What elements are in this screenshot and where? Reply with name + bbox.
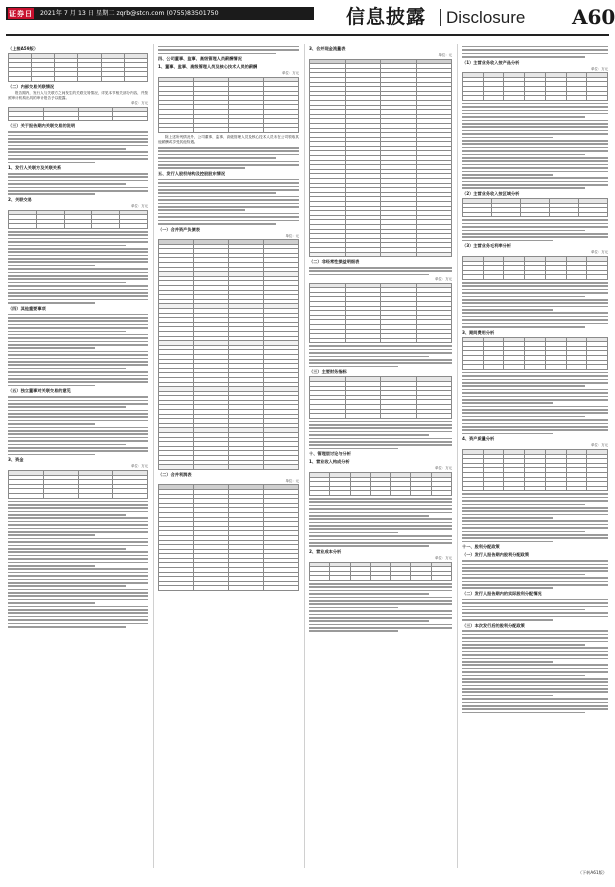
- shareholder-table: [8, 53, 148, 82]
- subheading: （二）内部交易关联情况: [8, 83, 55, 89]
- subheading: （一）合并资产负债表: [158, 226, 200, 232]
- unit-label: 单位：万元: [591, 250, 608, 255]
- title-divider: [440, 9, 441, 26]
- related-transaction-table: [8, 107, 148, 122]
- continued-caption: （上接A59版）: [8, 46, 39, 51]
- gross-margin-table: [462, 256, 608, 280]
- column-3: [309, 44, 452, 868]
- unit-label: 单位：万元: [131, 203, 148, 208]
- subheading: 3、期间费用分析: [462, 329, 495, 335]
- subheading: 五、发行人股权结构及控股股东情况: [158, 171, 226, 177]
- period-expense-table: [462, 337, 608, 370]
- body-text-block: [462, 372, 608, 435]
- subheading: 3、资金: [8, 457, 24, 463]
- subheading: （四）其他重要事项: [8, 305, 46, 311]
- product-revenue-table: [462, 72, 608, 101]
- continued-note: （下转A61版）: [577, 870, 607, 875]
- unit-label: 单位：元: [285, 478, 299, 483]
- issue-info: 2021年 7 月 13 日 星期二 zqrb@stcn.com (0755)83501750: [40, 10, 219, 17]
- body-text-block: [462, 219, 608, 241]
- body-text-block: [309, 498, 452, 547]
- body-text-block: [462, 560, 608, 589]
- unit-label: 单位：元: [438, 53, 452, 57]
- income-statement-table: [158, 484, 299, 591]
- body-text-block: [8, 231, 148, 304]
- column-divider: [304, 44, 305, 868]
- column-2: [158, 44, 299, 868]
- body-text-block: [309, 421, 452, 450]
- body-paragraph: 除上述所列情况外，公司董事、监事、高级管理人员及核心技术人员未在公司领取其他薪酬或享受其他待遇。: [158, 134, 299, 145]
- body-text-block: [462, 282, 608, 328]
- funds-table: [8, 470, 148, 499]
- unit-label: 单位：万元: [131, 100, 148, 105]
- subheading: （二）发行人报告期内的实际股利分配情况: [462, 590, 542, 596]
- body-text-block: [8, 173, 148, 195]
- regional-revenue-table: [462, 198, 608, 217]
- section-title-en: Disclosure: [446, 8, 526, 27]
- body-text-block: [8, 131, 148, 163]
- body-text-block: [8, 396, 148, 455]
- unit-label: 单位：万元: [435, 277, 452, 282]
- subheading: 2、关联交易: [8, 196, 32, 202]
- revenue-composition-table: [309, 472, 452, 496]
- subheading: 十、管理层讨论与分析: [309, 451, 351, 457]
- column-divider: [153, 44, 154, 868]
- cash-flow-table: [309, 59, 452, 258]
- body-text-block: [309, 345, 452, 367]
- subheading: 3、合并现金流量表: [309, 46, 346, 51]
- subheading: 1、董事、监事、高级管理人员及核心技术人员的薪酬: [158, 64, 258, 70]
- body-text-block: [462, 493, 608, 542]
- body-text-block: [462, 46, 608, 58]
- subheading: 4、资产质量分析: [462, 436, 495, 442]
- body-text-block: [8, 314, 148, 387]
- unit-label: 单位：万元: [435, 466, 452, 471]
- body-text-block: [462, 630, 608, 713]
- subheading: （1）主营业务收入按产品分析: [462, 59, 520, 65]
- page-number: A60: [572, 5, 615, 29]
- asset-quality-table: [462, 449, 608, 491]
- subheading: 十一、股利分配政策: [462, 544, 500, 550]
- unit-label: 单位：万元: [591, 66, 608, 71]
- header-rule: [6, 34, 609, 36]
- unit-label: 单位：万元: [131, 464, 148, 469]
- subheading: （三）本次发行后的股利分配政策: [462, 622, 525, 628]
- unit-label: 单位：万元: [591, 443, 608, 448]
- subheading: （二）非经常性损益明细表: [309, 259, 360, 265]
- column-divider: [457, 44, 458, 868]
- operating-cost-table: [309, 562, 452, 581]
- body-text-block: [158, 147, 299, 169]
- subheading: （3）主营业务毛利率分析: [462, 243, 511, 249]
- subheading: 2、营业成本分析: [309, 549, 342, 555]
- body-paragraph: 报告期内，发行人与关联方之间发生的关联交易情况，详见本节相关部分内容，并按照审计机构出具的审计报告予以披露。: [8, 90, 148, 100]
- body-text-block: [8, 501, 148, 628]
- masthead-bar: [6, 7, 314, 29]
- body-text-block: [462, 599, 608, 621]
- body-text-block: [158, 179, 299, 225]
- subheading: 四、公司董事、监事、高级管理人员薪酬情况: [158, 56, 242, 62]
- subheading: 1、发行人关联方及关联关系: [8, 165, 62, 171]
- subheading: （三）关于报告期内关联交易的说明: [8, 123, 76, 129]
- subheading: 1、营业收入构成分析: [309, 459, 350, 465]
- compensation-table: [158, 77, 299, 133]
- page-header: [6, 4, 615, 40]
- body-text-block: [462, 103, 608, 189]
- subheading: （2）主营业务收入按区域分析: [462, 191, 520, 197]
- subheading: （二）合并利润表: [158, 471, 192, 477]
- newspaper-logo: 证券日报: [9, 9, 33, 29]
- body-text-block: [309, 267, 452, 275]
- balance-sheet-table: [158, 239, 299, 470]
- column-4: [462, 44, 608, 868]
- section-title-cn: 信息披露: [346, 6, 427, 28]
- unit-label: 单位：万元: [435, 556, 452, 561]
- key-financial-indicators-table: [309, 376, 452, 418]
- subheading: （一）发行人报告期内股利分配政策: [462, 552, 530, 558]
- body-text-block: [158, 46, 299, 54]
- column-1: [8, 44, 148, 868]
- unit-label: 单位：万元: [282, 71, 299, 76]
- unit-label: 单位：元: [285, 233, 299, 238]
- subheading: （五）独立董事对关联交易的意见: [8, 388, 71, 394]
- transaction-detail-table: [8, 210, 148, 229]
- subheading: （三）主要财务指标: [309, 369, 347, 375]
- non-recurring-items-table: [309, 283, 452, 344]
- body-text-block: [309, 583, 452, 632]
